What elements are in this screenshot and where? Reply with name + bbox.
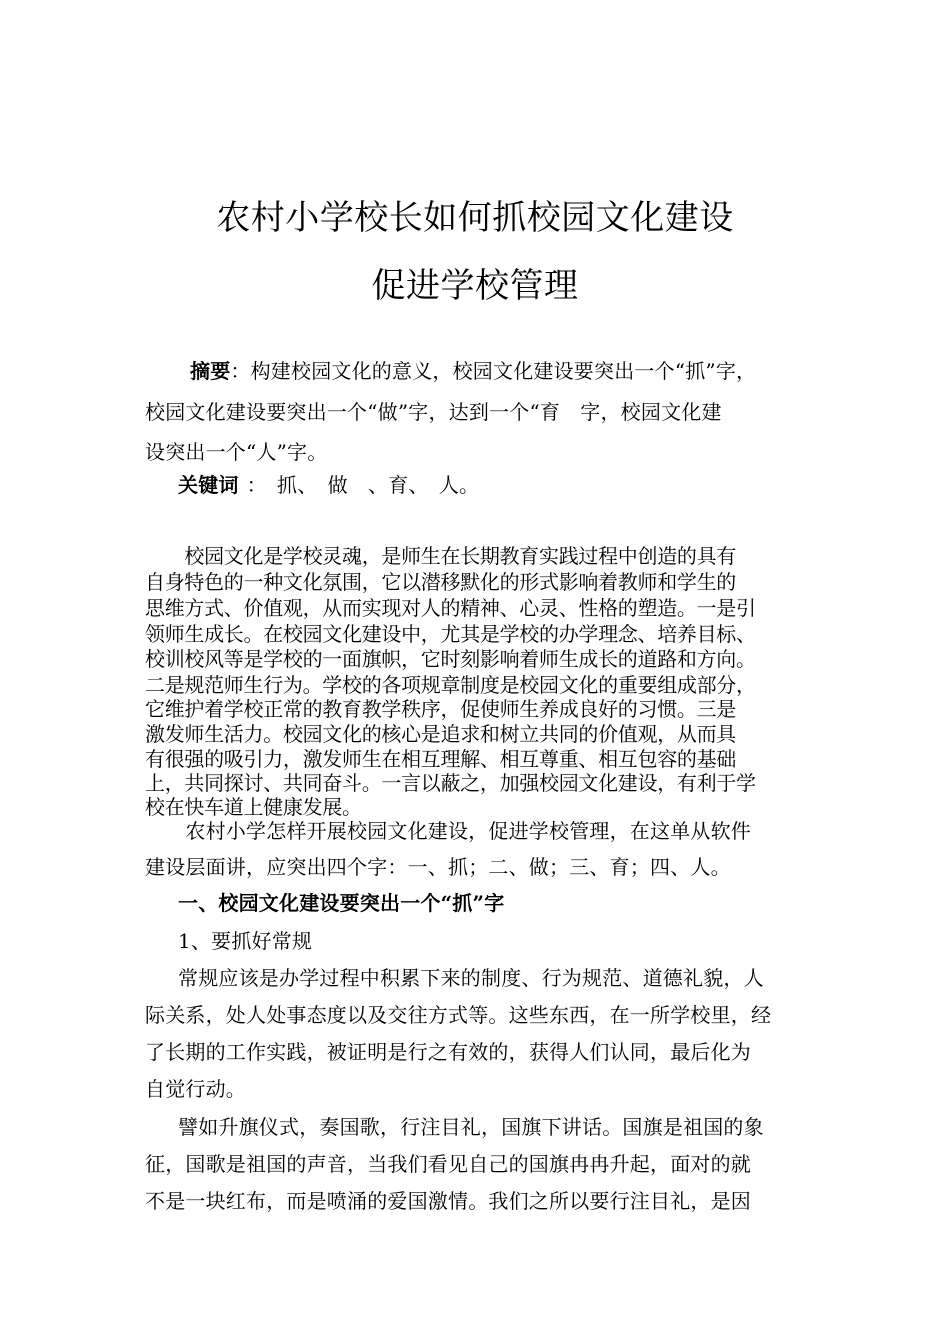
intro-line-9: 有很强的吸引力，激发师生在相互理解、相互尊重、相互包容的基础 [145, 747, 736, 771]
section-1-para-2-line-1: 譬如升旗仪式，奏国歌，行注目礼，国旗下讲话。国旗是祖国的象 [178, 1115, 764, 1139]
section-1-heading: 一、校园文化建设要突出一个“抓”字 [178, 891, 505, 915]
document-title-line-1: 农村小学校长如何抓校园文化建设 [216, 198, 734, 238]
section-1-para-1-line-2: 际关系，处人处事态度以及交往方式等。这些东西，在一所学校里，经 [145, 1003, 772, 1027]
intro-line-1: 校园文化是学校灵魂，是师生在长期教育实践过程中创造的具有 [145, 544, 736, 568]
abstract-label: 摘要 [190, 359, 231, 383]
abstract-line-2: 校园文化建设要突出一个“做”字，达到一个“育 字，校园文化建 [145, 400, 722, 424]
section-1-para-1-line-1: 常规应该是办学过程中积累下来的制度、行为规范、道德礼貌，人 [178, 966, 764, 990]
intro-line-2: 自身特色的一种文化氛围，它以潜移默化的形式影响着教师和学生的 [145, 570, 736, 594]
section-1-para-2-line-2: 征，国歌是祖国的声音，当我们看见自己的国旗冉冉升起，面对的就 [145, 1152, 751, 1176]
keywords-text: ： 抓、 做 、育、 人。 [246, 473, 480, 497]
section-1-para-2-line-3: 不是一块红布，而是喷涌的爱国激情。我们之所以要行注目礼，是因 [145, 1189, 751, 1213]
intro-line-11: 校在快车道上健康发展。 [145, 795, 362, 819]
intro-line-3: 思维方式、价值观，从而实现对人的精神、心灵、性格的塑造。一是引 [145, 596, 756, 620]
intro-line-7: 它维护着学校正常的教育教学秩序，促使师生养成良好的习惯。三是 [145, 697, 736, 721]
lead-line-1: 农村小学怎样开展校园文化建设，促进学校管理，在这单从软件 [145, 819, 751, 843]
abstract-colon: ： [230, 359, 251, 383]
lead-line-2: 建设层面讲，应突出四个字：一、抓；二、做；三、育；四、人。 [145, 855, 731, 879]
keywords-label: 关键词 [178, 473, 239, 497]
intro-line-8: 激发师生活力。校园文化的核心是追求和树立共同的价值观，从而具 [145, 722, 736, 746]
abstract-text-1: 构建校园文化的意义，校园文化建设要突出一个“抓”字， [250, 359, 757, 383]
abstract-line-1 [190, 355, 860, 384]
section-1-para-1-line-4: 自觉行动。 [145, 1077, 246, 1101]
intro-line-6: 二是规范师生行为。学校的各项规章制度是校园文化的重要组成部分， [145, 673, 756, 697]
section-1-para-1-line-3: 了长期的工作实践，被证明是行之有效的，获得人们认同，最后化为 [145, 1040, 751, 1064]
section-1-subheading: 1、要抓好常规 [178, 929, 313, 953]
keywords-line [178, 469, 848, 498]
intro-line-10: 上，共同探讨、共同奋斗。一言以蔽之，加强校园文化建设，有利于学 [145, 771, 756, 795]
intro-line-4: 领师生成长。在校园文化建设中，尤其是学校的办学理念、培养目标、 [145, 622, 756, 646]
abstract-line-3: 设突出一个“人”字。 [145, 440, 328, 464]
intro-line-5: 校训校风等是学校的一面旗帜，它时刻影响着师生成长的道路和方向。 [145, 647, 756, 671]
document-title-line-2: 促进学校管理 [371, 266, 579, 306]
